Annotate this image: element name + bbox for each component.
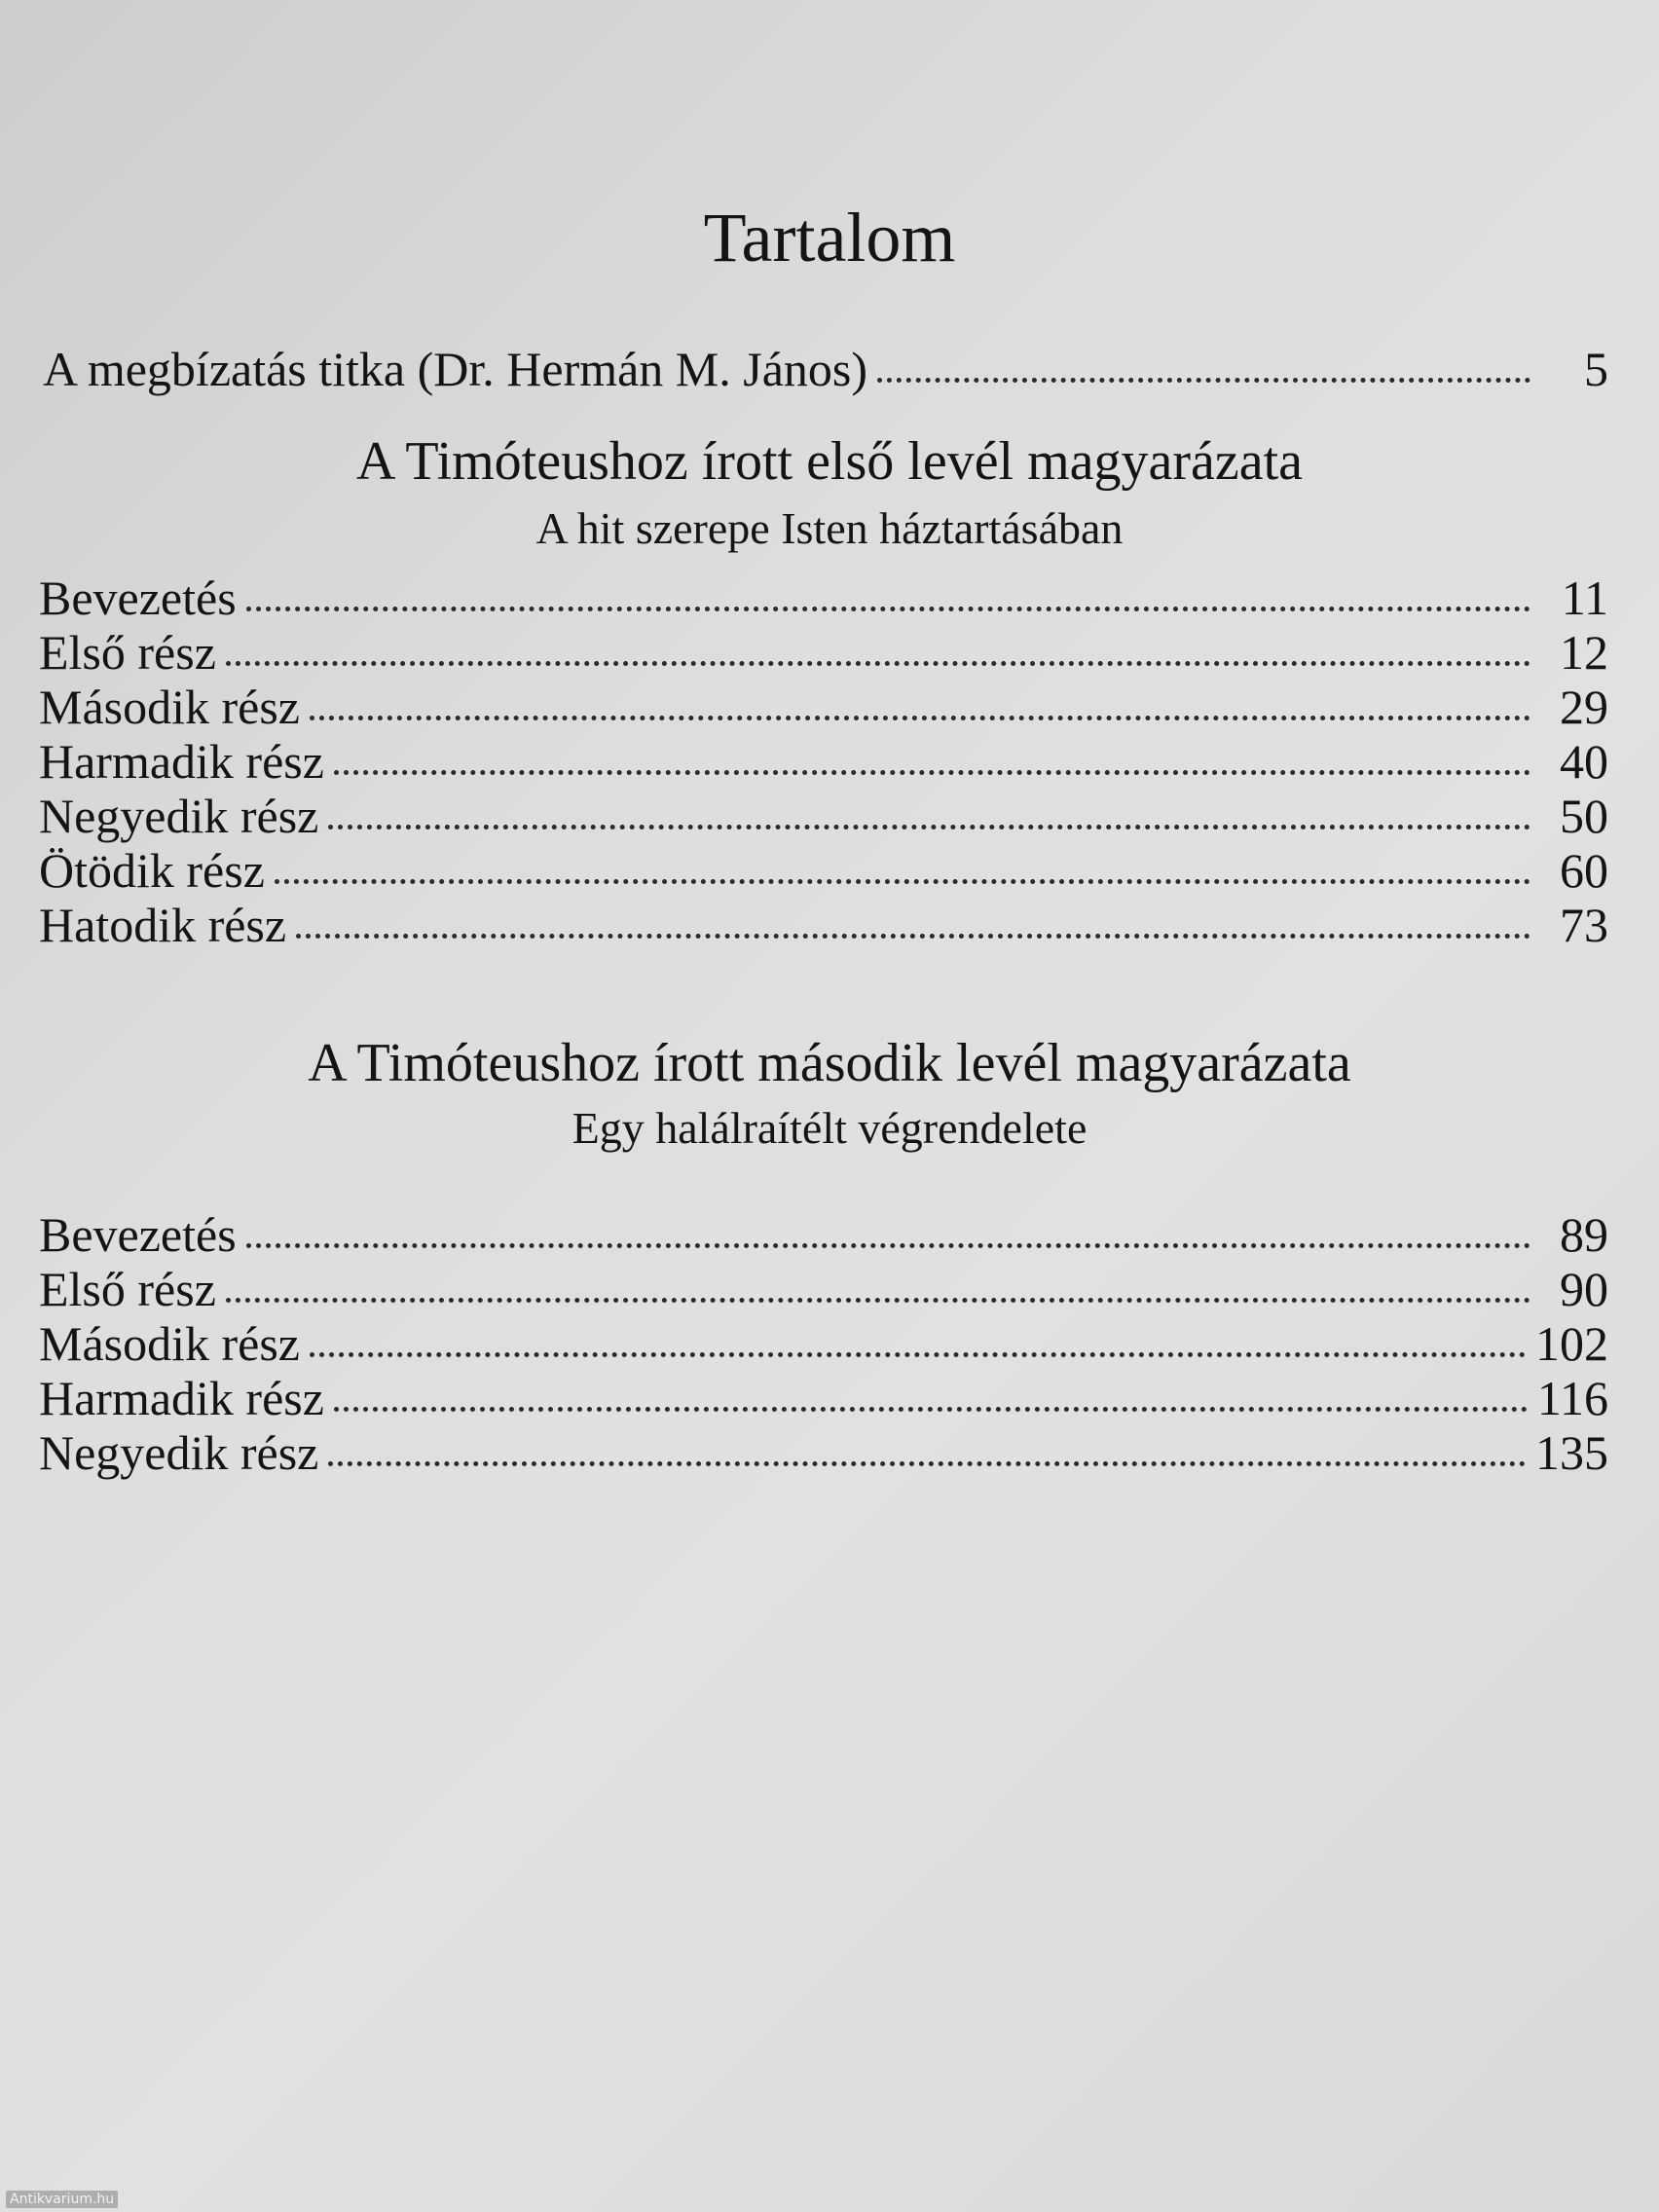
dot-leader xyxy=(226,1298,1530,1303)
entry-page-number: 89 xyxy=(1560,1207,1608,1262)
dot-leader xyxy=(246,1243,1530,1248)
entry-page-number: 11 xyxy=(1561,571,1608,625)
section-1-title: A Timóteushoz írott első levél magyarázata xyxy=(355,431,1303,492)
intro-entry xyxy=(43,343,1608,396)
section-2-title: A Timóteushoz írott második levél magyarázata xyxy=(308,1033,1351,1093)
toc-entry xyxy=(39,1316,1608,1371)
entry-label: Harmadik rész xyxy=(39,734,324,789)
toc-entry xyxy=(39,571,1608,625)
dot-leader xyxy=(310,716,1530,720)
entry-label: Második rész xyxy=(39,1316,300,1371)
intro-page-number: 5 xyxy=(1584,342,1608,396)
toc-entry xyxy=(39,734,1608,789)
toc-entry xyxy=(39,898,1608,952)
entry-label: Első rész xyxy=(39,1262,216,1316)
entry-label: Első rész xyxy=(39,625,216,680)
intro-label: A megbízatás titka (Dr. Hermán M. János) xyxy=(43,342,868,396)
entry-page-number: 60 xyxy=(1560,843,1608,898)
entry-page-number: 29 xyxy=(1560,680,1608,734)
entry-page-number: 116 xyxy=(1536,1371,1608,1425)
dot-leader xyxy=(334,1407,1528,1412)
entry-page-number: 12 xyxy=(1560,625,1608,680)
dot-leader xyxy=(246,607,1530,611)
toc-entry xyxy=(39,625,1608,680)
dot-leader xyxy=(226,661,1530,666)
entry-label: Második rész xyxy=(39,680,300,734)
toc-entry xyxy=(39,1207,1608,1262)
dot-leader xyxy=(275,879,1530,884)
dot-leader xyxy=(310,1352,1526,1357)
section-1-subtitle: A hit szerepe Isten háztartásában xyxy=(535,503,1124,553)
toc-entry xyxy=(39,680,1608,734)
entry-label: Negyedik rész xyxy=(39,789,319,843)
toc-entry xyxy=(39,1425,1608,1480)
entry-label: Hatodik rész xyxy=(39,898,287,952)
entry-page-number: 50 xyxy=(1560,789,1608,843)
dot-leader xyxy=(296,934,1530,939)
entry-page-number: 102 xyxy=(1535,1316,1608,1371)
toc-entry xyxy=(39,1371,1608,1425)
entry-page-number: 135 xyxy=(1535,1425,1608,1480)
section-1-entries xyxy=(39,571,1608,952)
dot-leader xyxy=(328,825,1530,830)
entry-label: Harmadik rész xyxy=(39,1371,324,1425)
toc-entry xyxy=(39,843,1608,898)
entry-label: Ötödik rész xyxy=(39,843,265,898)
section-2-entries xyxy=(39,1207,1608,1480)
entry-label: Bevezetés xyxy=(39,1207,237,1262)
dot-leader xyxy=(334,770,1530,775)
page-title: Tartalom xyxy=(703,199,956,276)
site-watermark: Antikvarium.hu xyxy=(6,2191,118,2208)
section-2-subtitle: Egy halálraítélt végrendelete xyxy=(571,1103,1088,1153)
entry-page-number: 90 xyxy=(1560,1262,1608,1316)
entry-label: Negyedik rész xyxy=(39,1425,319,1480)
toc-entry xyxy=(39,1262,1608,1316)
dot-leader xyxy=(877,378,1530,383)
entry-page-number: 40 xyxy=(1560,734,1608,789)
toc-entry xyxy=(39,789,1608,843)
entry-page-number: 73 xyxy=(1560,898,1608,952)
entry-label: Bevezetés xyxy=(39,571,237,625)
dot-leader xyxy=(328,1461,1526,1466)
